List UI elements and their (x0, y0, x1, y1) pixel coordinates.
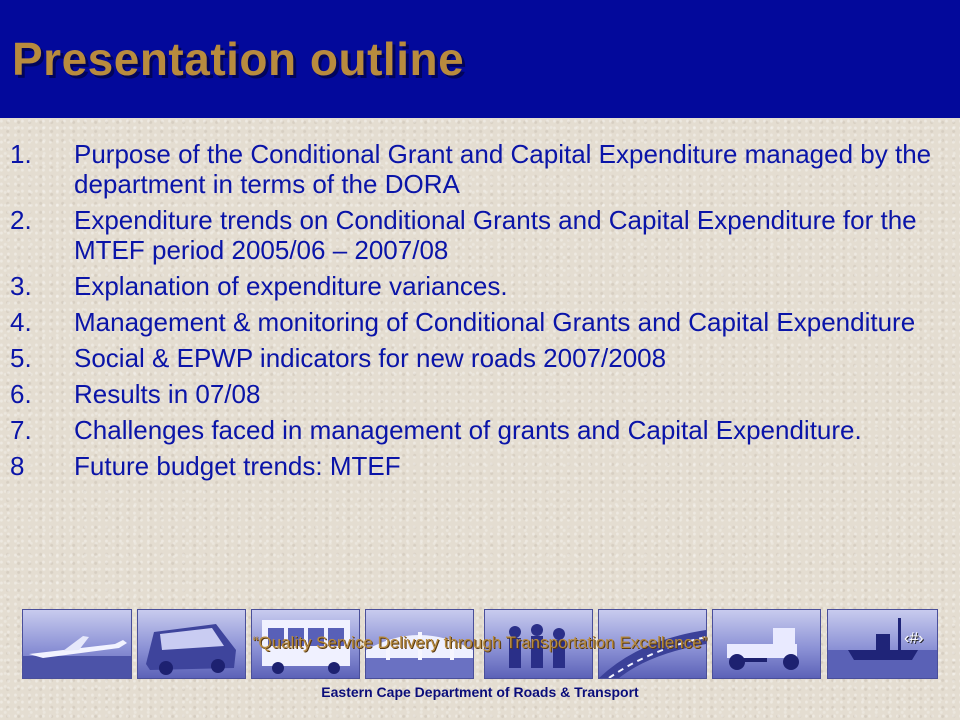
outline-item-number: 2. (10, 205, 32, 235)
outline-item-text: Purpose of the Conditional Grant and Capital Expenditure managed by the department in terms of the DORA (74, 139, 932, 199)
outline-item (10, 307, 950, 337)
outline-item-number: 7. (10, 415, 32, 445)
slide-title: Presentation outline (12, 33, 465, 85)
outline-item-text: Future budget trends: MTEF (74, 451, 401, 481)
outline-item (10, 343, 950, 373)
outline-item (10, 451, 950, 481)
outline-item (10, 415, 950, 445)
outline-item (10, 205, 950, 265)
outline-item-text: Social & EPWP indicators for new roads 2007/2008 (74, 343, 667, 373)
outline-item-text: Challenges faced in management of grants and Capital Expenditure. (74, 415, 862, 445)
outline-item-text: Results in 07/08 (74, 379, 261, 409)
outline-item-text: Management & monitoring of Conditional Grants and Capital Expenditure (74, 307, 916, 337)
outline-item-text: Expenditure trends on Conditional Grants and Capital Expenditure for the MTEF period 2005/06 – 2007/08 (74, 205, 917, 265)
outline-item-number: 1. (10, 139, 32, 169)
outline-item-number: 5. (10, 343, 32, 373)
outline-item-number: 3. (10, 271, 32, 301)
slogan-text: “Quality Service Delivery through Transportation Excellence” (252, 633, 708, 652)
outline-list (10, 139, 950, 487)
outline-item-number: 4. (10, 307, 32, 337)
outline-item-number: 8 (10, 451, 25, 481)
outline-item-number: 6. (10, 379, 32, 409)
title-bar (0, 0, 960, 118)
slide-number: ‹#› (904, 630, 924, 647)
footer-department-name: Eastern Cape Department of Roads & Transport (321, 684, 639, 700)
outline-item (10, 271, 950, 301)
outline-item (10, 379, 950, 409)
outline-item (10, 139, 950, 199)
outline-item-text: Explanation of expenditure variances. (74, 271, 508, 301)
